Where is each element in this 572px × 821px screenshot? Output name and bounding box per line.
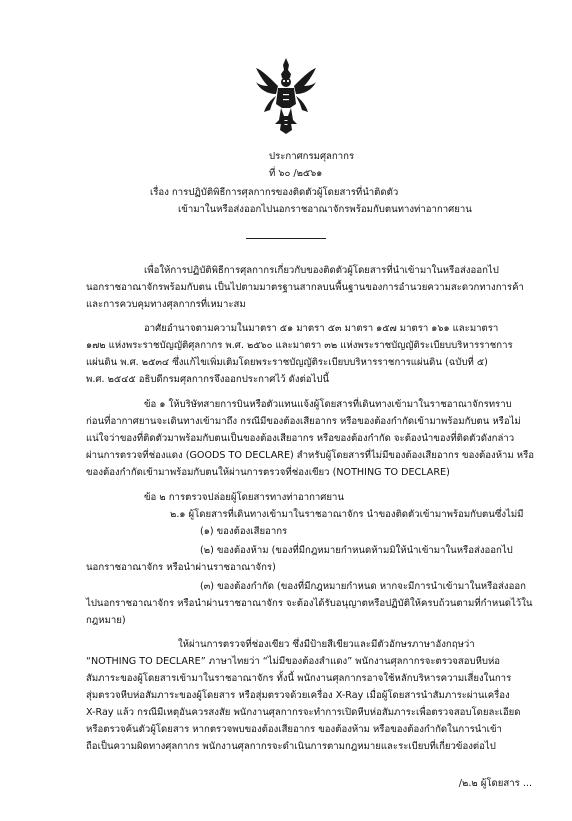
announcement-number: ที่ ๖๐ /๒๕๖๑	[269, 168, 323, 179]
clause-2-1: ๒.๑ ผู้โดยสารที่เดินทางเข้ามาในราชอาณาจักร นำของติดตัวเข้ามาพร้อมกับตนซึ่งไม่มี	[170, 509, 524, 520]
paragraph-2-line-2: ๑๗๒ แห่งพระราชบัญญัติศุลกากร พ.ศ. ๒๕๖๐ และมาตรา ๓๒ แห่งพระราชบัญญัติระเบียบบริหารราชการ	[86, 340, 513, 351]
garuda-emblem	[254, 56, 318, 136]
subject-line-1: เรื่อง การปฏิบัติพิธีการศุลกากรของติดตัวผู้โดยสารที่นำติดตัว	[150, 187, 399, 198]
item-2-line-1: (๒) ของต้องห้าม (ของที่มีกฎหมายกำหนดห้ามมิให้นำเข้ามาในหรือส่งออกไป	[200, 545, 513, 556]
paragraph-2-line-3: แผ่นดิน พ.ศ. ๒๕๓๔ ซึ่งแก้ไขเพิ่มเติมโดยพระราชบัญญัติระเบียบบริหารราชการแผ่นดิน (ฉบับที่ ๕)	[86, 357, 488, 368]
item-3-line-2: ไปนอกราชอาณาจักร หรือนำผ่านราชอาณาจักร จะต้องได้รับอนุญาตหรือปฏิบัติให้ครบถ้วนตามที่กำหนดไว้ใน	[86, 598, 533, 609]
paragraph-5-line-4: สุ่มตรวจหีบห่อสัมภาระของผู้โดยสาร หรือสุ่มตรวจด้วยเครื่อง X-Ray เมื่อผู้โดยสารนำสัมภาระผ่านเครื่อง	[86, 690, 510, 701]
clause-1-line-5: ของต้องกำกัดเข้ามาพร้อมกับตนให้ผ่านการตรวจที่ช่องเขียว (NOTHING TO DECLARE)	[86, 467, 450, 478]
paragraph-5-line-2: “NOTHING TO DECLARE” ภาษาไทยว่า “ไม่มีของต้องสำแดง” พนักงานศุลกากรจะตรวจสอบหีบห่อ	[86, 656, 501, 667]
paragraph-1-line-3: และการควบคุมทางศุลกากรที่เหมาะสม	[86, 299, 246, 310]
paragraph-1-line-1: เพื่อให้การปฏิบัติพิธีการศุลกากรเกี่ยวกับของติดตัวผู้โดยสารที่นำเข้ามาในหรือส่งออกไป	[144, 265, 499, 276]
paragraph-2-line-1: อาศัยอำนาจตามความในมาตรา ๕๑ มาตรา ๕๓ มาตรา ๑๕๗ มาตรา ๑๖๑ และมาตรา	[144, 323, 499, 334]
item-1: (๑) ของต้องเสียอากร	[200, 526, 288, 537]
clause-1-line-4: ผ่านการตรวจที่ช่องแดง (GOODS TO DECLARE) สำหรับผู้โดยสารที่ไม่มีของต้องเสียอากร ของต้องห้าม หรือ	[86, 450, 535, 461]
clause-1-line-3: แน่ใจว่าของที่ติดตัวมาพร้อมกับตนเป็นของต้องเสียอากร หรือของต้องกำกัด จะต้องนำของที่ติดตัวดังกล่าว	[86, 433, 515, 444]
clause-2-title: ข้อ ๒ การตรวจปล่อยผู้โดยสารทางท่าอากาศยาน	[144, 492, 344, 503]
clause-1-line-1: ข้อ ๑ ให้บริษัทสายการบินหรือตัวแทนแจ้งผู้โดยสารที่เดินทางเข้ามาในราชอาณาจักรทราบ	[144, 399, 512, 410]
subject-line-2: เข้ามาในหรือส่งออกไปนอกราชอาณาจักรพร้อมกับตนทางท่าอากาศยาน	[178, 204, 472, 215]
item-3-line-3: กฎหมาย)	[86, 615, 126, 626]
paragraph-2-line-4: พ.ศ. ๒๕๔๕ อธิบดีกรมศุลกากรจึงออกประกาศไว้ ดังต่อไปนี้	[86, 374, 330, 385]
issuer-title: ประกาศกรมศุลกากร	[269, 151, 355, 162]
item-3-line-1: (๓) ของต้องกำกัด (ของที่มีกฎหมายกำหนด หากจะมีการนำเข้ามาในหรือส่งออก	[200, 581, 526, 592]
item-2-line-2: นอกราชอาณาจักร หรือนำผ่านราชอาณาจักร)	[86, 562, 276, 573]
clause-1-line-2: ก่อนที่อากาศยานจะเดินทางเข้ามาถึง กรณีมีของต้องเสียอากร หรือของต้องกำกัดเข้ามาพร้อมกับตน หรือไม่	[86, 416, 521, 427]
title-divider	[246, 238, 326, 239]
paragraph-1-line-2: นอกราชอาณาจักรพร้อมกับตน เป็นไปตามมาตรฐานสากลบนพื้นฐานของการอำนวยความสะดวกทางการค้า	[86, 282, 524, 293]
paragraph-5-line-6: หรือตรวจค้นตัวผู้โดยสาร หากตรวจพบของต้องเสียอากร ของต้องห้าม หรือของต้องกำกัดในการนำเข้า	[86, 724, 502, 735]
paragraph-5-line-1: ให้ผ่านการตรวจที่ช่องเขียว ซึ่งมีป้ายสีเขียวและมีตัวอักษรภาษาอังกฤษว่า	[178, 639, 475, 650]
paragraph-5-line-7: ถือเป็นความผิดทางศุลกากร พนักงานศุลกากรจะดำเนินการตามกฎหมายและระเบียบที่เกี่ยวข้องต่อไป	[86, 741, 496, 752]
paragraph-5-line-3: สัมภาระของผู้โดยสารเข้ามาในราชอาณาจักร ทั้งนี้ พนักงานศุลกากรอาจใช้หลักบริหารความเสี่ยงในการ	[86, 673, 512, 684]
paragraph-5-line-5: X-Ray แล้ว กรณีมีเหตุอันควรสงสัย พนักงานศุลกากรจะทำการเปิดหีบห่อสัมภาระเพื่อตรวจสอบโดยละเอียด	[86, 707, 521, 718]
next-page-marker: /๒.๒ ผู้โดยสาร ...	[458, 778, 532, 789]
